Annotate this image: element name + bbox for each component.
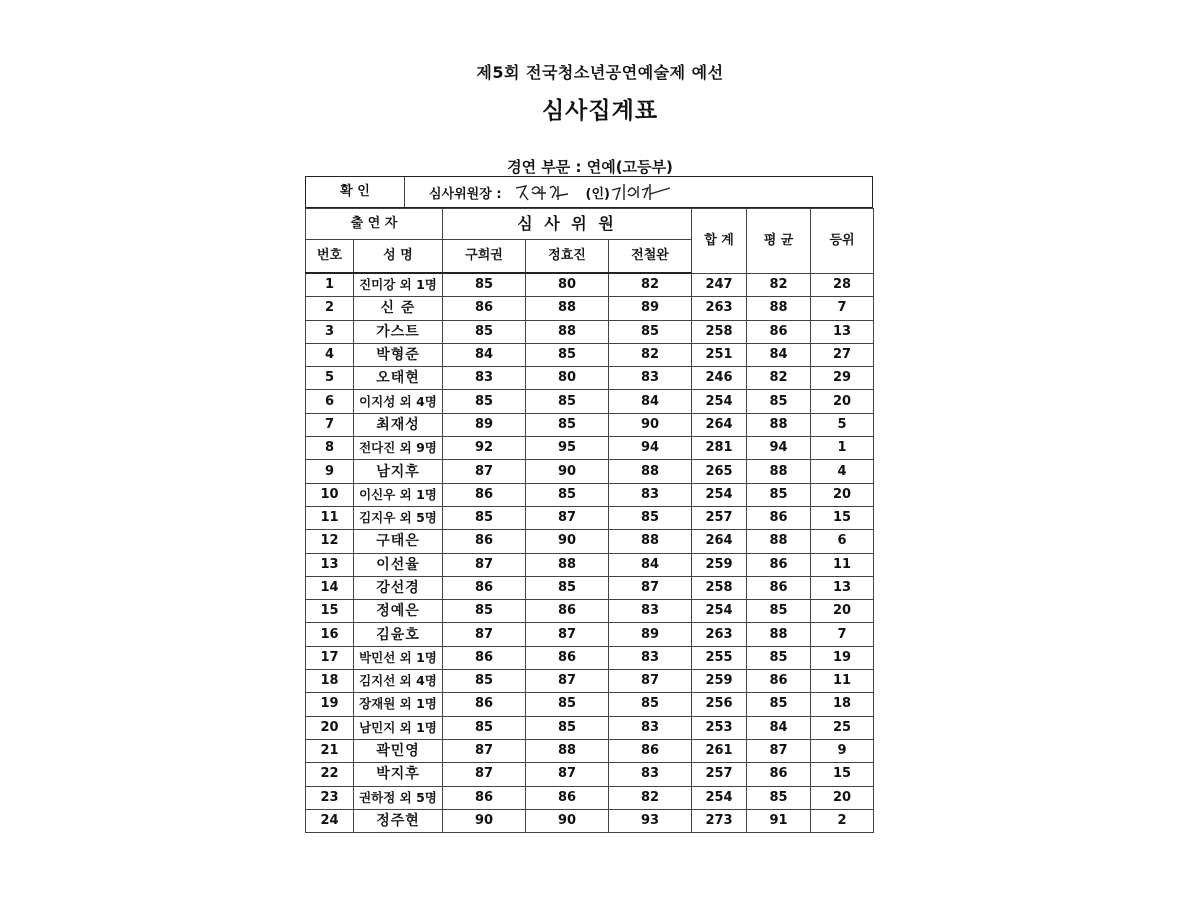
judge-3-score: 87 [609,576,692,599]
table-row [306,506,874,529]
average-score: 88 [747,530,811,553]
judge-2-score: 85 [526,390,609,413]
rank-value: 20 [811,786,874,809]
judge-1-header: 구희권 [443,240,526,274]
judge-3-score: 83 [609,483,692,506]
score-table-body [306,273,874,833]
total-score: 254 [692,390,747,413]
average-score: 85 [747,390,811,413]
row-number: 5 [306,367,354,390]
row-number: 13 [306,553,354,576]
average-score: 86 [747,670,811,693]
judge-2-score: 85 [526,343,609,366]
judge-2-score: 85 [526,576,609,599]
total-score: 257 [692,763,747,786]
table-row [306,320,874,343]
performer-name: 이선율 [354,553,443,576]
total-score: 256 [692,693,747,716]
performer-name: 김지우 외 5명 [354,506,443,529]
row-number: 2 [306,297,354,320]
average-score: 86 [747,763,811,786]
table-row [306,483,874,506]
judge-3-score: 83 [609,600,692,623]
judge-2-score: 88 [526,553,609,576]
total-score: 263 [692,297,747,320]
judge-2-score: 85 [526,693,609,716]
average-score: 82 [747,273,811,297]
judge-2-score: 86 [526,600,609,623]
total-score: 251 [692,343,747,366]
judge-1-score: 86 [443,483,526,506]
score-table [305,208,874,833]
judge-3-score: 83 [609,763,692,786]
table-row [306,530,874,553]
judge-2-score: 88 [526,297,609,320]
average-score: 87 [747,739,811,762]
average-score: 86 [747,576,811,599]
judge-2-score: 85 [526,716,609,739]
judge-3-header: 전철완 [609,240,692,274]
judge-1-score: 87 [443,763,526,786]
rank-value: 19 [811,646,874,669]
judge-2-score: 88 [526,739,609,762]
rank-value: 7 [811,623,874,646]
table-row [306,297,874,320]
row-number: 4 [306,343,354,366]
rank-value: 2 [811,809,874,832]
judge-3-score: 89 [609,623,692,646]
table-row [306,413,874,436]
total-score: 246 [692,367,747,390]
average-score: 85 [747,693,811,716]
average-header: 평 균 [747,209,811,274]
judge-1-score: 87 [443,739,526,762]
average-score: 85 [747,646,811,669]
rank-value: 15 [811,506,874,529]
performer-name: 이신우 외 1명 [354,483,443,506]
average-score: 85 [747,786,811,809]
total-score: 254 [692,483,747,506]
number-header: 번호 [306,240,354,274]
seal-signature [610,180,672,204]
rank-value: 27 [811,343,874,366]
judge-3-score: 85 [609,320,692,343]
performer-name: 오태현 [354,367,443,390]
row-number: 6 [306,390,354,413]
judge-3-score: 93 [609,809,692,832]
performer-name: 박민선 외 1명 [354,646,443,669]
total-score: 261 [692,739,747,762]
rank-value: 18 [811,693,874,716]
row-number: 9 [306,460,354,483]
average-score: 85 [747,483,811,506]
total-score: 247 [692,273,747,297]
rank-value: 11 [811,553,874,576]
seal-prefix: (인) [585,186,610,202]
rank-value: 20 [811,390,874,413]
rank-value: 6 [811,530,874,553]
row-number: 7 [306,413,354,436]
judge-2-score: 86 [526,646,609,669]
rank-value: 13 [811,576,874,599]
table-row [306,623,874,646]
judge-1-score: 86 [443,786,526,809]
judge-1-score: 85 [443,600,526,623]
average-score: 86 [747,553,811,576]
table-row [306,763,874,786]
row-number: 14 [306,576,354,599]
row-number: 10 [306,483,354,506]
performer-name: 박지후 [354,763,443,786]
row-number: 16 [306,623,354,646]
average-score: 88 [747,413,811,436]
performer-name: 전다진 외 9명 [354,437,443,460]
judge-1-score: 85 [443,273,526,297]
table-row [306,460,874,483]
judge-3-score: 82 [609,343,692,366]
judge-1-score: 85 [443,320,526,343]
judge-1-score: 87 [443,553,526,576]
total-score: 259 [692,553,747,576]
performer-name: 구태은 [354,530,443,553]
row-number: 12 [306,530,354,553]
judge-1-score: 86 [443,576,526,599]
judge-2-score: 87 [526,506,609,529]
row-number: 18 [306,670,354,693]
judge-1-score: 83 [443,367,526,390]
judge-2-header: 정효진 [526,240,609,274]
seal-area [586,180,672,204]
total-score: 259 [692,670,747,693]
row-number: 24 [306,809,354,832]
judge-2-score: 85 [526,483,609,506]
table-row [306,809,874,832]
total-score: 263 [692,623,747,646]
average-score: 94 [747,437,811,460]
rank-value: 28 [811,273,874,297]
judge-3-score: 82 [609,786,692,809]
judge-3-score: 88 [609,530,692,553]
table-row [306,437,874,460]
judge-3-score: 86 [609,739,692,762]
judge-1-score: 90 [443,809,526,832]
performer-name: 김윤호 [354,623,443,646]
name-header: 성 명 [354,240,443,274]
confirm-label: 확 인 [306,177,405,207]
judge-2-score: 85 [526,413,609,436]
judge-3-score: 88 [609,460,692,483]
performer-name: 이지성 외 4명 [354,390,443,413]
table-row [306,786,874,809]
total-score: 273 [692,809,747,832]
row-number: 19 [306,693,354,716]
judge-1-score: 85 [443,390,526,413]
judge-1-score: 87 [443,460,526,483]
rank-value: 15 [811,763,874,786]
average-score: 88 [747,297,811,320]
performer-name: 강선경 [354,576,443,599]
row-number: 8 [306,437,354,460]
average-score: 86 [747,506,811,529]
judge-3-score: 82 [609,273,692,297]
total-score: 264 [692,530,747,553]
performer-name: 가스트 [354,320,443,343]
performer-name: 진미강 외 1명 [354,273,443,297]
table-row [306,273,874,297]
total-score: 257 [692,506,747,529]
performer-name: 남지후 [354,460,443,483]
judge-1-score: 84 [443,343,526,366]
judge-3-score: 85 [609,506,692,529]
confirmation-row [305,176,873,208]
table-row [306,739,874,762]
judge-2-score: 80 [526,367,609,390]
judge-3-score: 83 [609,646,692,669]
performers-header: 출 연 자 [306,209,443,240]
performer-name: 박형준 [354,343,443,366]
performer-name: 정주현 [354,809,443,832]
judge-2-score: 87 [526,763,609,786]
judge-2-score: 87 [526,623,609,646]
average-score: 85 [747,600,811,623]
judge-1-score: 92 [443,437,526,460]
rank-value: 29 [811,367,874,390]
row-number: 17 [306,646,354,669]
judge-2-score: 86 [526,786,609,809]
judge-1-score: 86 [443,646,526,669]
table-row [306,646,874,669]
table-row [306,693,874,716]
average-score: 91 [747,809,811,832]
judge-3-score: 83 [609,716,692,739]
judge-3-score: 94 [609,437,692,460]
judge-2-score: 95 [526,437,609,460]
judge-2-score: 90 [526,530,609,553]
performer-name: 곽민영 [354,739,443,762]
average-score: 84 [747,343,811,366]
row-number: 3 [306,320,354,343]
judge-2-score: 90 [526,460,609,483]
judge-1-score: 85 [443,716,526,739]
judge-1-score: 87 [443,623,526,646]
judge-3-score: 84 [609,553,692,576]
total-score: 255 [692,646,747,669]
judge-3-score: 85 [609,693,692,716]
judge-1-score: 86 [443,693,526,716]
judge-2-score: 87 [526,670,609,693]
total-score: 258 [692,576,747,599]
row-number: 11 [306,506,354,529]
rank-value: 25 [811,716,874,739]
judge-2-score: 88 [526,320,609,343]
rank-header: 등위 [811,209,874,274]
judge-3-score: 87 [609,670,692,693]
total-score: 254 [692,600,747,623]
row-number: 22 [306,763,354,786]
performer-name: 권하정 외 5명 [354,786,443,809]
row-number: 15 [306,600,354,623]
judge-1-score: 85 [443,506,526,529]
total-score: 258 [692,320,747,343]
judge-3-score: 89 [609,297,692,320]
average-score: 86 [747,320,811,343]
total-score: 264 [692,413,747,436]
event-title: 제5회 전국청소년공연예술제 예선 [476,63,724,82]
row-number: 1 [306,273,354,297]
table-row [306,367,874,390]
total-score: 281 [692,437,747,460]
average-score: 82 [747,367,811,390]
table-row [306,670,874,693]
performer-name: 신 준 [354,297,443,320]
judge-2-score: 80 [526,273,609,297]
table-row [306,716,874,739]
chair-signature [512,180,572,204]
judge-2-score: 90 [526,809,609,832]
table-row [306,576,874,599]
chair-label: 심사위원장 : [429,186,502,202]
rank-value: 11 [811,670,874,693]
average-score: 88 [747,623,811,646]
average-score: 88 [747,460,811,483]
average-score: 84 [747,716,811,739]
table-row [306,390,874,413]
performer-name: 최재성 [354,413,443,436]
judge-1-score: 89 [443,413,526,436]
performer-name: 김지선 외 4명 [354,670,443,693]
performer-name: 장재원 외 1명 [354,693,443,716]
judge-1-score: 86 [443,530,526,553]
judge-1-score: 86 [443,297,526,320]
total-score: 254 [692,786,747,809]
performer-name: 정예은 [354,600,443,623]
row-number: 23 [306,786,354,809]
table-row [306,600,874,623]
sheet-title: 심사집계표 [541,98,659,124]
judges-header: 심 사 위 원 [443,209,692,240]
rank-value: 20 [811,600,874,623]
total-header: 합 계 [692,209,747,274]
judge-3-score: 83 [609,367,692,390]
judge-3-score: 90 [609,413,692,436]
performer-name: 남민지 외 1명 [354,716,443,739]
rank-value: 1 [811,437,874,460]
rank-value: 13 [811,320,874,343]
rank-value: 5 [811,413,874,436]
table-row [306,343,874,366]
total-score: 265 [692,460,747,483]
row-number: 21 [306,739,354,762]
judge-1-score: 85 [443,670,526,693]
judge-3-score: 84 [609,390,692,413]
rank-value: 20 [811,483,874,506]
rank-value: 9 [811,739,874,762]
row-number: 20 [306,716,354,739]
division-label: 경연 부문 : 연예(고등부) [507,158,673,176]
rank-value: 4 [811,460,874,483]
total-score: 253 [692,716,747,739]
rank-value: 7 [811,297,874,320]
table-row [306,553,874,576]
